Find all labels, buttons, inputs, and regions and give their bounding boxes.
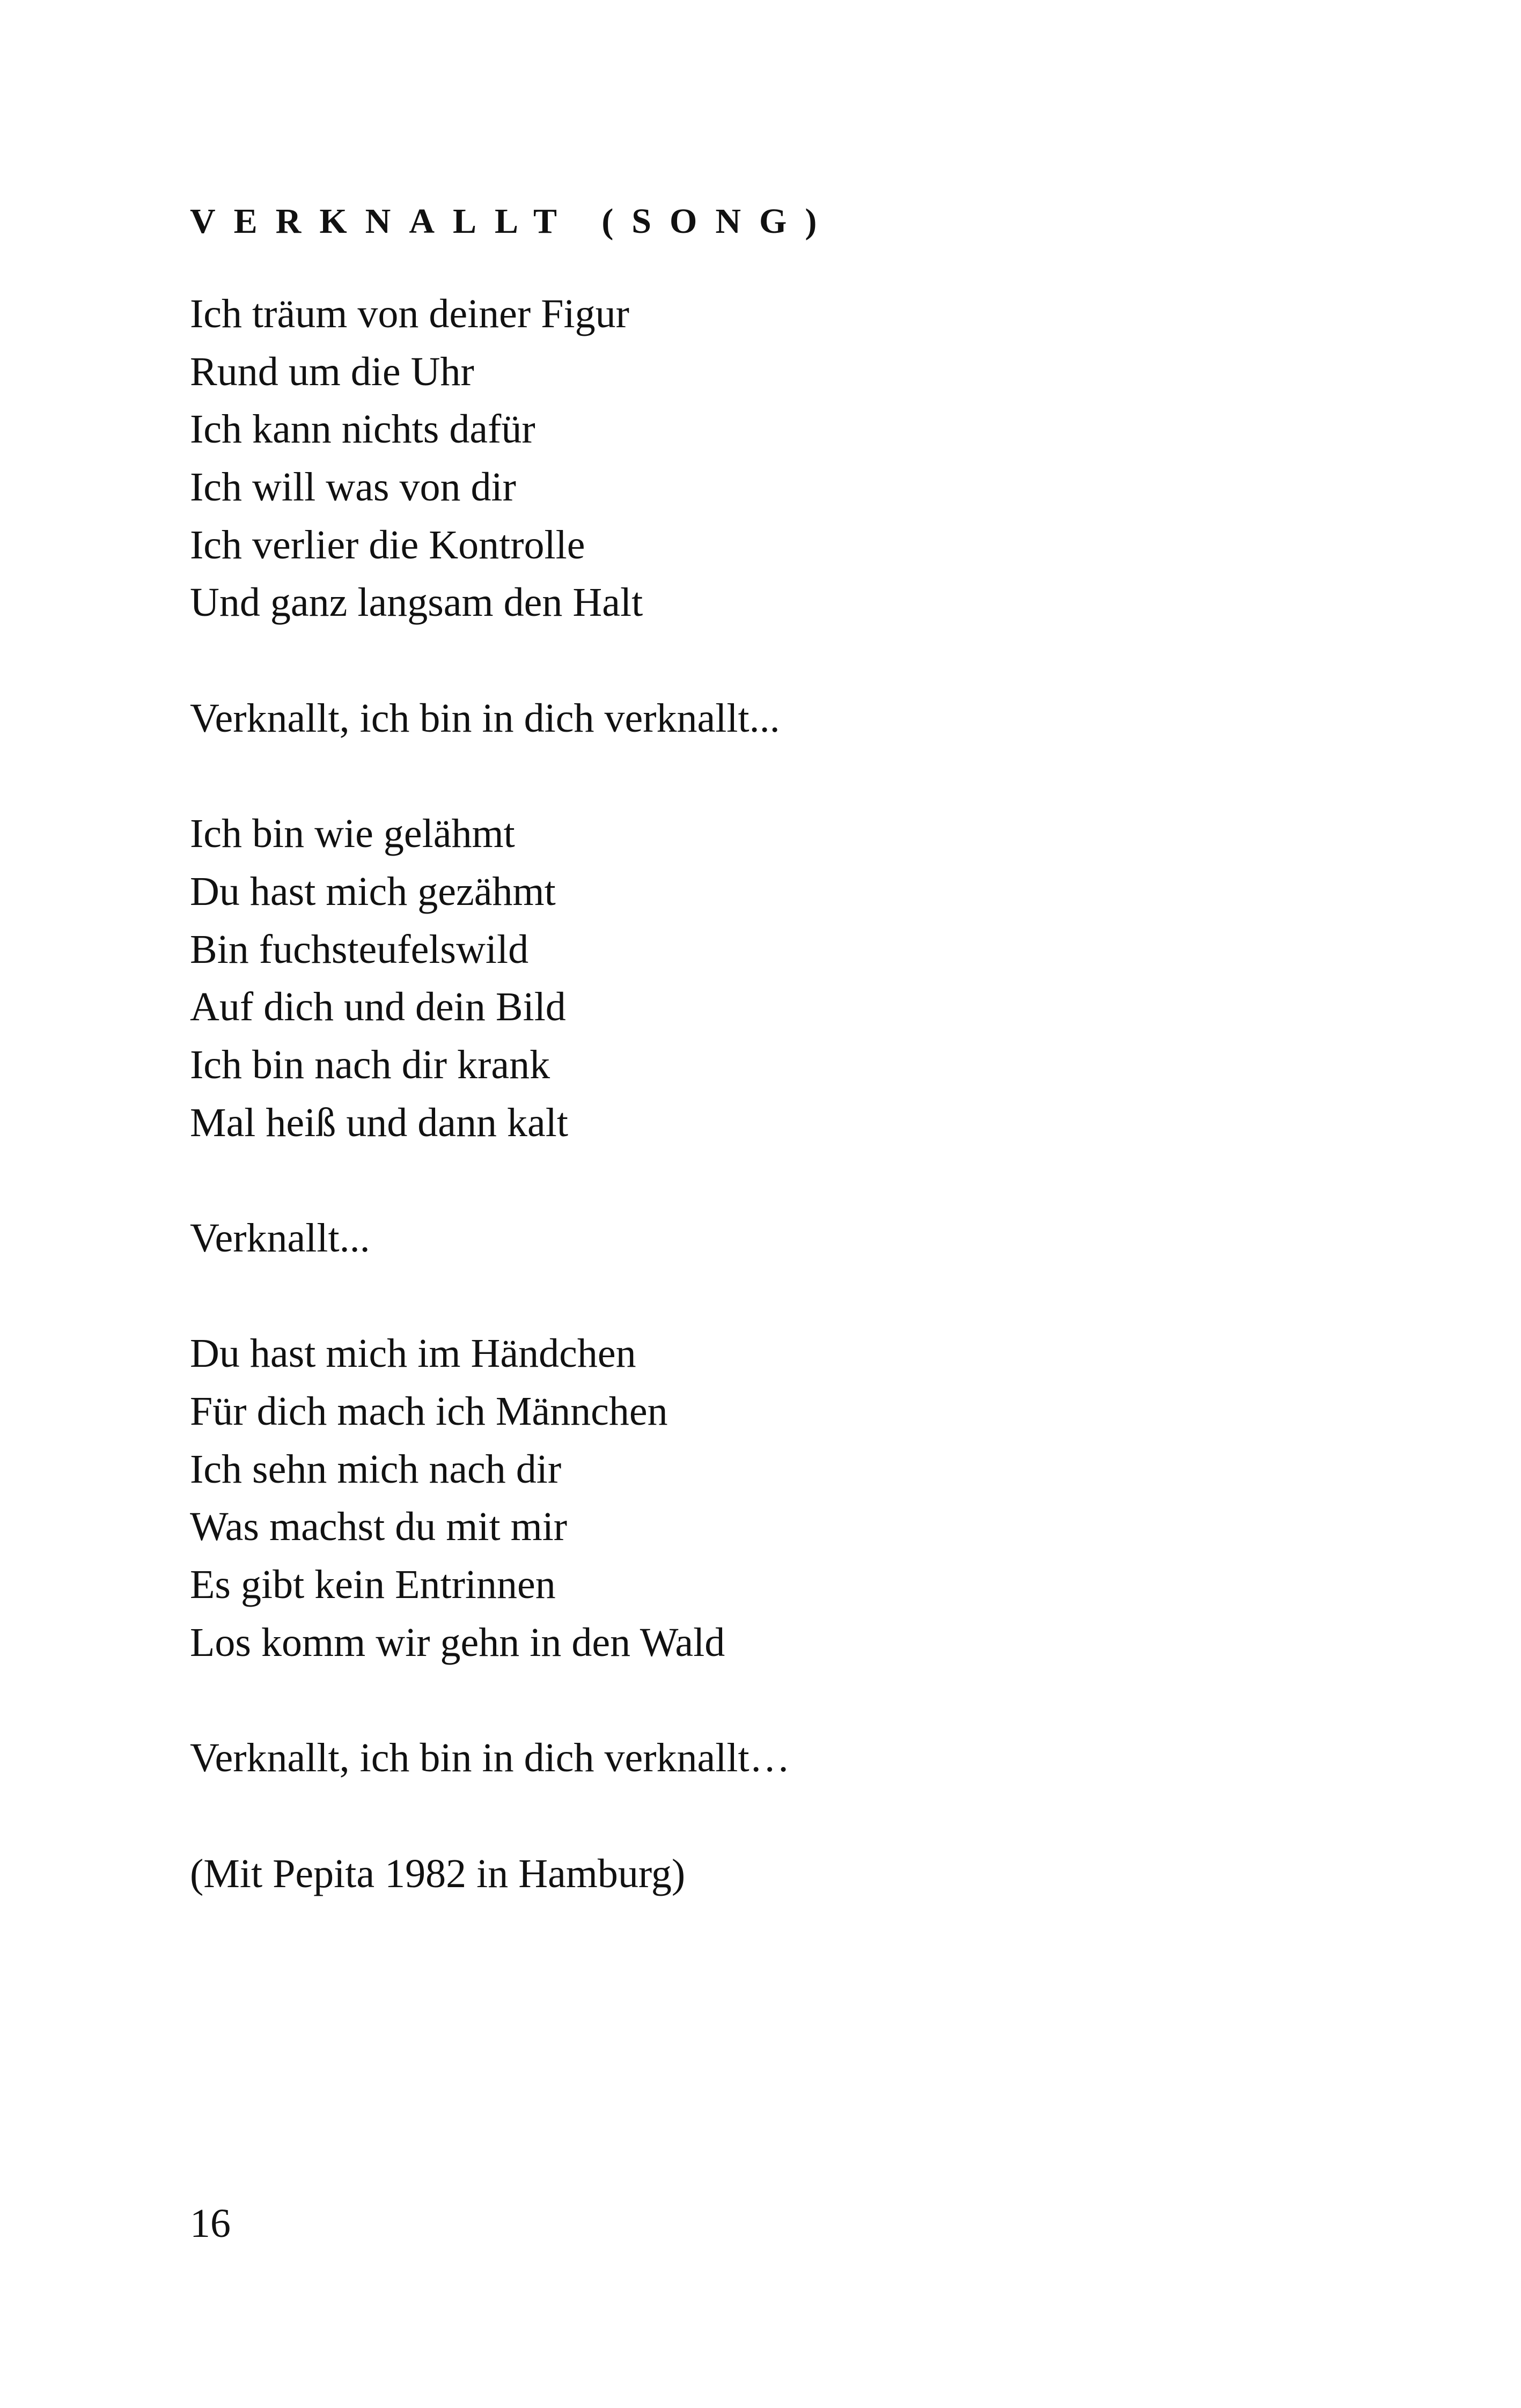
verse-line: Ich bin nach dir krank	[190, 1042, 550, 1087]
verse-line: Ich sehn mich nach dir	[190, 1446, 562, 1492]
stanza-4-refrain	[190, 1210, 790, 1268]
poem-note	[190, 1845, 790, 1903]
verse-line: Ich bin wie gelähmt	[190, 811, 515, 857]
stanza-gap	[190, 1268, 790, 1325]
verse-line: Für dich mach ich Männchen	[190, 1389, 668, 1434]
stanza-5	[190, 1325, 790, 1671]
verse-line: Ich verlier die Kontrolle	[190, 522, 585, 568]
stanza-gap	[190, 632, 790, 690]
verse-line: Du hast mich gezähmt	[190, 868, 556, 914]
refrain-line: Verknallt, ich bin in dich verknallt…	[190, 1735, 790, 1781]
verse-line: Du hast mich im Händchen	[190, 1331, 636, 1376]
stanza-1	[190, 285, 790, 632]
verse-line: Ich will was von dir	[190, 465, 516, 510]
stanza-2-refrain	[190, 690, 790, 748]
verse-line: Und ganz langsam den Halt	[190, 580, 643, 625]
refrain-line: Verknallt...	[190, 1216, 370, 1261]
stanza-gap	[190, 1672, 790, 1730]
verse-line: Es gibt kein Entrinnen	[190, 1562, 556, 1608]
poem-title: VERKNALLT (SONG)	[190, 202, 835, 241]
poem-body	[190, 285, 790, 1903]
verse-line: Mal heiß und dann kalt	[190, 1100, 568, 1145]
verse-line: Auf dich und dein Bild	[190, 984, 566, 1030]
stanza-gap	[190, 748, 790, 806]
verse-line: Bin fuchsteufelswild	[190, 926, 529, 972]
page-number: 16	[190, 2201, 231, 2246]
refrain-line: Verknallt, ich bin in dich verknallt...	[190, 695, 780, 741]
stanza-gap	[190, 1152, 790, 1210]
stanza-3	[190, 805, 790, 1152]
verse-line: Was machst du mit mir	[190, 1504, 568, 1550]
verse-line: Ich träum von deiner Figur	[190, 291, 629, 336]
verse-line: Los komm wir gehn in den Wald	[190, 1619, 725, 1665]
verse-line: Ich kann nichts dafür	[190, 407, 535, 452]
stanza-gap	[190, 1787, 790, 1845]
stanza-6-refrain	[190, 1729, 790, 1787]
verse-line: Rund um die Uhr	[190, 349, 474, 394]
attribution-line: (Mit Pepita 1982 in Hamburg)	[190, 1851, 686, 1896]
